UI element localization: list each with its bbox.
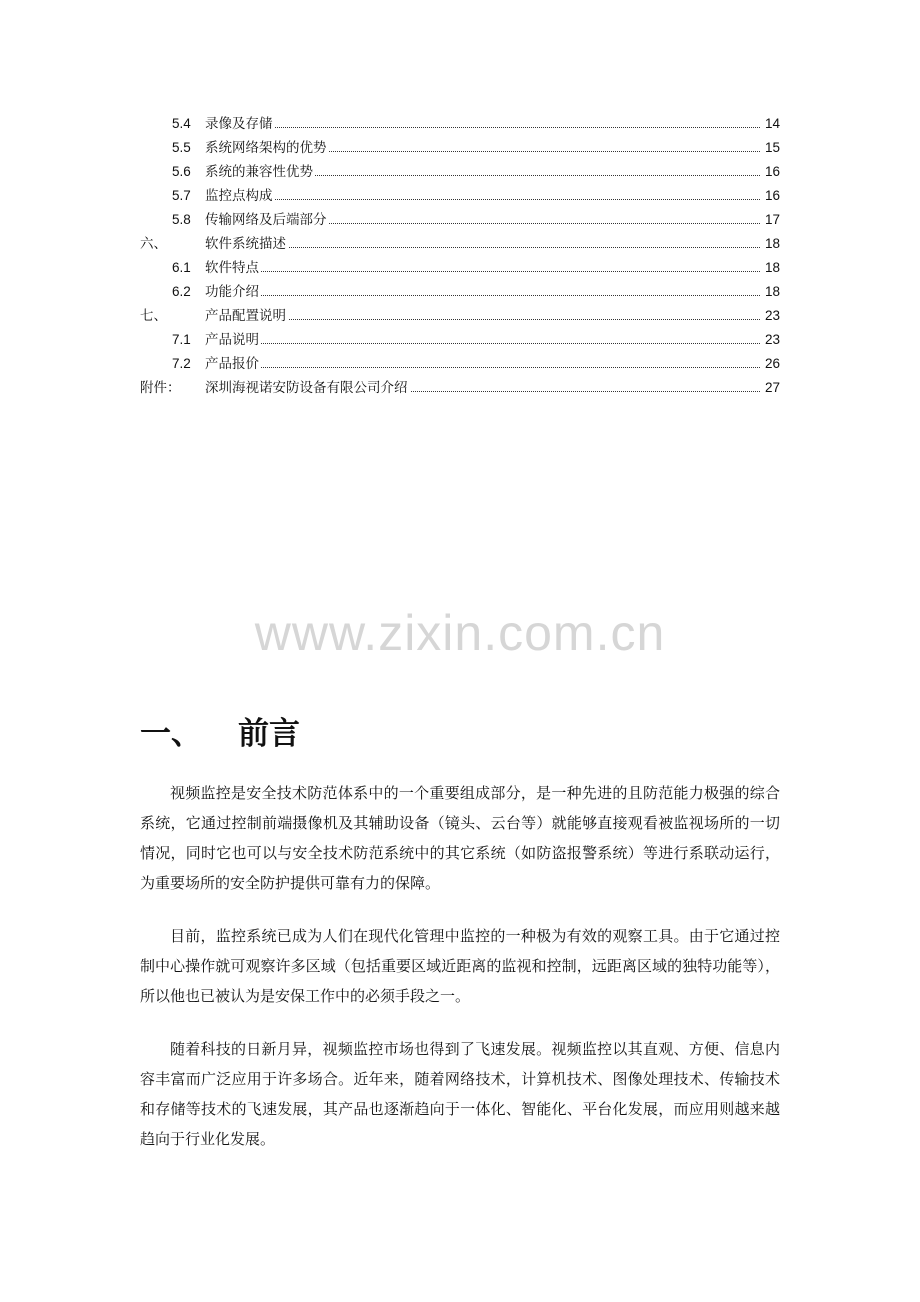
toc-title: 软件特点: [205, 256, 261, 280]
toc-title: 产品说明: [205, 328, 261, 352]
toc-leader: [205, 367, 760, 368]
toc-number: 5.5: [172, 140, 191, 155]
toc-title: 深圳海视诺安防设备有限公司介绍: [205, 376, 410, 400]
toc-title: 系统的兼容性优势: [205, 160, 315, 184]
toc-page-number: 18: [763, 280, 780, 304]
toc-entry[interactable]: [0, 256, 920, 280]
toc-number: 六、: [140, 236, 167, 252]
toc-number: 5.6: [172, 164, 191, 179]
toc-page-number: 17: [763, 208, 780, 232]
toc-leader: [205, 199, 760, 200]
toc-page-number: 23: [763, 328, 780, 352]
toc-page-number: 26: [763, 352, 780, 376]
toc-entry[interactable]: [0, 376, 920, 400]
toc-number: 6.1: [172, 260, 191, 275]
chapter-number: 一、: [140, 716, 202, 752]
toc-page-number: 27: [763, 376, 780, 400]
toc-entry[interactable]: [0, 304, 920, 328]
toc-page-number: 23: [763, 304, 780, 328]
toc-title: 监控点构成: [205, 184, 275, 208]
toc-number: 7.2: [172, 356, 191, 371]
toc-leader: [205, 319, 760, 320]
toc-page-number: 18: [763, 232, 780, 256]
toc-page-number: 16: [763, 160, 780, 184]
body-paragraph: 随着科技的日新月异，视频监控市场也得到了飞速发展。视频监控以其直观、方便、信息内容丰富而广泛应用于许多场合。近年来，随着网络技术，计算机技术、图像处理技术、传输技术和存储等技术的飞速发展，其产品也逐渐趋向于一体化、智能化、平台化发展，而应用则越来越趋向于行业化发展。: [140, 1040, 780, 1148]
toc-entry[interactable]: [0, 232, 920, 256]
toc-number: 5.7: [172, 188, 191, 203]
toc-page-number: 16: [763, 184, 780, 208]
toc-entry[interactable]: [0, 328, 920, 352]
body-paragraph: 视频监控是安全技术防范体系中的一个重要组成部分，是一种先进的且防范能力极强的综合系统，它通过控制前端摄像机及其辅助设备（镜头、云台等）就能够直接观看被监视场所的一切情况，同时它也可以与安全技术防范系统中的其它系统（如防盗报警系统）等进行系联动运行，为重要场所的安全防护提供可靠有力的保障。: [140, 784, 780, 892]
toc-entry[interactable]: [0, 184, 920, 208]
toc-entry[interactable]: [0, 280, 920, 304]
toc-entry[interactable]: [0, 136, 920, 160]
toc-entry[interactable]: [0, 352, 920, 376]
toc-title: 系统网络架构的优势: [205, 136, 329, 160]
toc-leader: [205, 127, 760, 128]
toc-leader: [205, 247, 760, 248]
toc-number: 7.1: [172, 332, 191, 347]
toc-leader: [205, 343, 760, 344]
toc-entry[interactable]: [0, 160, 920, 184]
toc-title: 产品报价: [205, 352, 261, 376]
toc-entry[interactable]: [0, 112, 920, 136]
toc-leader: [205, 271, 760, 272]
toc-page-number: 15: [763, 136, 780, 160]
toc-entry[interactable]: [0, 208, 920, 232]
chapter-title: 前言: [238, 716, 300, 752]
body-paragraph: 目前，监控系统已成为人们在现代化管理中监控的一种极为有效的观察工具。由于它通过控制中心操作就可观察许多区域（包括重要区域近距离的监视和控制，远距离区域的独特功能等），所以他也已被认为是安保工作中的必须手段之一。: [140, 927, 780, 1005]
toc-number: 七、: [140, 308, 167, 324]
toc-title: 功能介绍: [205, 280, 261, 304]
watermark: www.zixin.com.cn: [254, 605, 666, 661]
toc-number: 6.2: [172, 284, 191, 299]
toc-number: 附件：: [140, 380, 181, 396]
toc-title: 产品配置说明: [205, 304, 288, 328]
toc-title: 传输网络及后端部分: [205, 208, 329, 232]
toc-number: 5.8: [172, 212, 191, 227]
toc-title: 软件系统描述: [205, 232, 288, 256]
toc-page-number: 14: [763, 112, 780, 136]
toc-page-number: 18: [763, 256, 780, 280]
toc-title: 录像及存储: [205, 112, 275, 136]
toc-number: 5.4: [172, 116, 191, 131]
toc-leader: [205, 295, 760, 296]
